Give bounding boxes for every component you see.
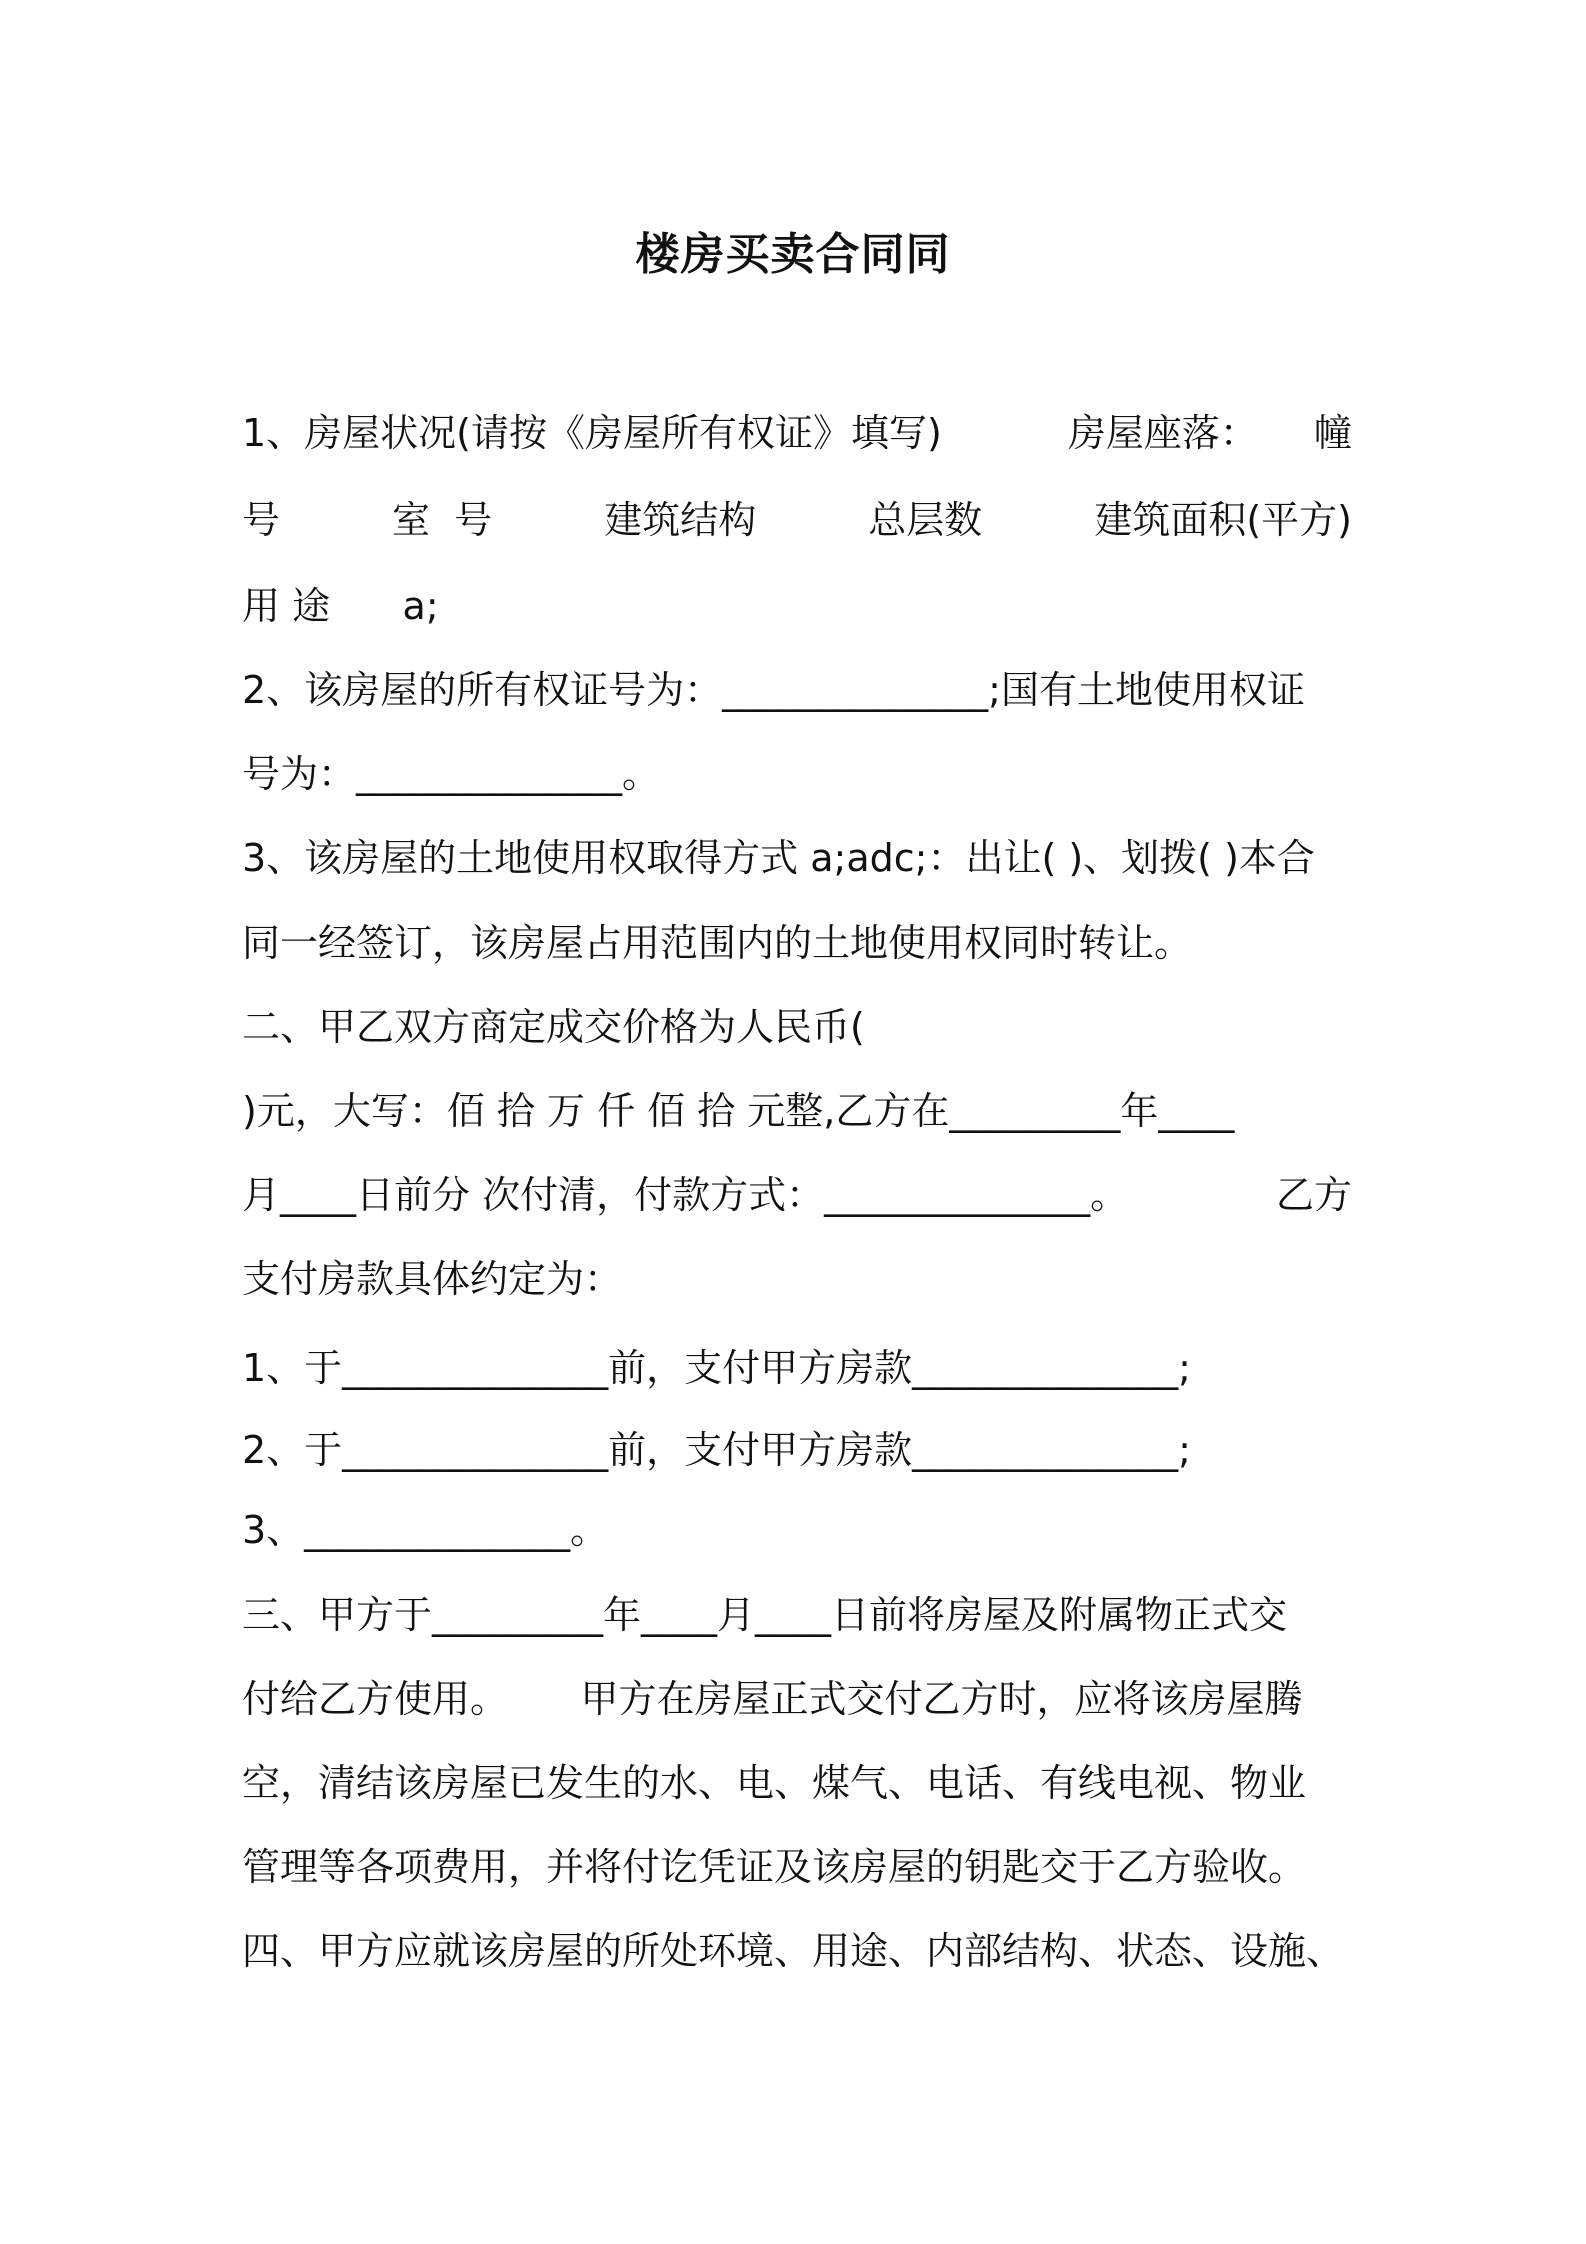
clause-1-line-1 [242,405,1352,461]
section-2-line-3 [242,1167,1352,1223]
section-3-line-1: 三、甲方于_________年____月____日前将房屋及附属物正式交 [242,1593,1288,1637]
field-area-label: 建筑面积(平方) [1094,498,1352,542]
clause-1-heading: 1、房屋状况(请按《房屋所有权证》填写) [242,411,942,455]
field-structure-label: 建筑结构 [604,498,757,542]
payment-method-text: 月____日前分 次付清，付款方式：______________。 [242,1173,1129,1217]
clause-1-usage-line: 用 途 a; [242,584,439,628]
field-floors-label: 总层数 [868,498,983,542]
section-2-line-4: 支付房款具体约定为： [242,1257,623,1301]
clause-3-line-1: 3、该房屋的土地使用权取得方式 a;adc;：出让( )、划拨( )本合 [242,836,1315,880]
payment-item-2: 2、于______________前，支付甲方房款______________; [242,1428,1191,1472]
document-title: 楼房买卖合同同 [635,229,951,280]
clause-2-line-2: 号为：______________。 [242,752,661,796]
section-3-line-3: 空，清结该房屋已发生的水、电、煤气、电话、有线电视、物业 [242,1761,1307,1805]
clause-1-building-label: 幢 [1313,411,1352,455]
clause-2-line-1: 2、该房屋的所有权证号为：______________;国有土地使用权证 [242,668,1305,712]
clause-1-location-label: 房屋座落： [1067,411,1258,455]
section-3-line-4: 管理等各项费用，并将付讫凭证及该房屋的钥匙交于乙方验收。 [242,1845,1307,1889]
payment-item-3: 3、______________。 [242,1508,609,1552]
section-2-line-2: )元，大写：佰 拾 万 仟 佰 拾 元整,乙方在_________年____ [242,1089,1235,1133]
section-4-line-1: 四、甲方应就该房屋的所处环境、用途、内部结构、状态、设施、 [242,1929,1345,1973]
clause-3-line-2: 同一经签订，该房屋占用范围内的土地使用权同时转让。 [242,921,1193,965]
clause-1-line-2 [242,492,1352,548]
field-room-label: 室 号 [392,498,493,542]
section-2-line-1: 二、甲乙双方商定成交价格为人民币( [242,1005,865,1049]
section-3-line-2: 付给乙方使用。 甲方在房屋正式交付乙方时，应将该房屋腾 [242,1677,1303,1721]
payment-item-1: 1、于______________前，支付甲方房款______________; [242,1346,1191,1390]
party-b-label: 乙方 [1275,1173,1352,1217]
field-number-label: 号 [242,498,281,542]
